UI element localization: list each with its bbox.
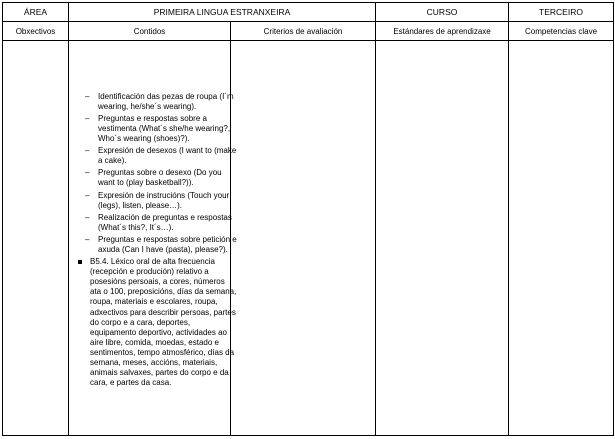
list-item: – Identificación das pezas de roupa (I´m wearing, he/she´s wearing). [85, 91, 234, 111]
column-header-row [3, 22, 614, 41]
course-header: CURSO [376, 3, 509, 22]
competences-header: Competencias clave [509, 22, 614, 41]
objectives-header: Obxectivos [3, 22, 69, 41]
area-header: ÁREA [3, 3, 69, 22]
list-item: – Expresión de desexos (I want to (make a cake). [85, 146, 237, 166]
list-item: – Preguntas sobre o desexo (Do you want to (play basketball?)). [85, 168, 222, 188]
standards-cell [376, 41, 509, 436]
dash-icon: – [85, 190, 90, 200]
list-item: – Preguntas e respostas sobre a vestimenta (What´s she/he wearing?, Who´s wearing (shoes)?). [85, 113, 231, 144]
dash-icon: – [85, 91, 90, 101]
subject-header: PRIMEIRA LINGUA ESTRANXEIRA [69, 3, 376, 22]
dash-list [77, 91, 237, 255]
dash-icon: – [85, 234, 90, 244]
dash-icon: – [85, 168, 90, 178]
criteria-cell [231, 41, 376, 436]
dash-icon: – [85, 146, 90, 156]
contents-cell [69, 41, 237, 436]
header-row [3, 3, 614, 22]
content-row [3, 41, 614, 436]
list-item: – Preguntas e respostas sobre petición e axuda (Can I have (pasta), please?). [85, 234, 237, 254]
contents-header: Contidos [69, 22, 231, 41]
list-item: – Realización de preguntas e respostas (What´s this?, It´s…). [85, 212, 232, 232]
standards-header: Estándares de aprendizaxe [376, 22, 509, 41]
objectives-cell [3, 41, 69, 436]
curriculum-table [2, 2, 614, 436]
year-header: TERCEIRO [509, 3, 614, 22]
competences-cell [509, 41, 614, 436]
criteria-header: Criterios de avaliación [231, 22, 376, 41]
bullet-item-b5-4: B5.4. Léxico oral de alta frecuencia (recepción e produción) relativo a posesións persoais, a cores, números ata o 100, preposicións, días da semana, roupa, materiais e escolares, roupa, adxectivos para describir persoas, partes do corpo e a cara, deportes, equipamento deportivo, actividades ao aire libre, comida, moedas, estado e sentimentos, tempo atmosférico, días da semana, meses, accións, materiais, animais salvaxes, partes do corpo e da cara, e partes da casa. [77, 257, 238, 388]
square-bullet-icon [78, 260, 82, 264]
dash-icon: – [85, 113, 90, 123]
dash-icon: – [85, 212, 90, 222]
list-item: – Expresión de instrucións (Touch your (legs), listen, please…). [85, 190, 230, 210]
